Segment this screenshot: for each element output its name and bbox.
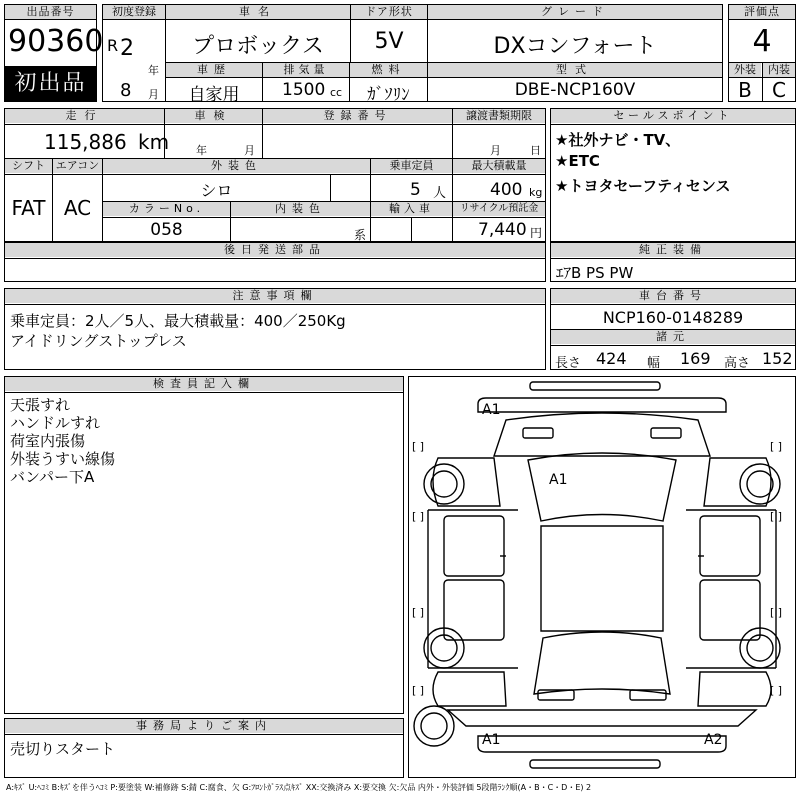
interior-score: C — [772, 78, 786, 102]
fuel: ｶﾞｿﾘﾝ — [367, 85, 410, 105]
inspection-month-unit: 月 — [244, 144, 255, 157]
notes-label: 注意事項欄 — [5, 289, 545, 303]
mileage-unit: km — [138, 130, 170, 154]
capacity-value: 5 — [410, 180, 421, 200]
chassis-number: NCP160-0148289 — [602, 308, 744, 327]
sales-point-item: ★ETC — [555, 152, 600, 170]
recycle-value: 7,440 — [478, 220, 527, 240]
width-label: 幅 — [647, 356, 661, 371]
registration-month-unit: 月 — [148, 88, 159, 101]
mark-rear-left: A1 — [482, 732, 501, 748]
fuel-label: 燃料 — [350, 63, 427, 77]
model-label: 型式 — [428, 63, 722, 77]
office-text: 売切りスタート — [10, 740, 116, 758]
color-no-label: カラーNo. — [103, 202, 230, 216]
first-listing-badge: 初出品 — [5, 66, 96, 101]
mileage-value: 115,886 — [44, 130, 127, 154]
bracket-mark: [ ] — [770, 510, 783, 523]
sales-point-item: ★トヨタセーフティセンス — [555, 177, 731, 195]
displacement-unit: cc — [330, 86, 343, 99]
office-label: 事務局よりご案内 — [5, 719, 403, 733]
color-number: 058 — [150, 220, 183, 240]
color-label: 外装色 — [103, 159, 370, 173]
bracket-mark: [ ] — [770, 440, 783, 453]
length-value: 424 — [596, 349, 627, 368]
sales-points-label: セールスポイント — [551, 109, 795, 123]
registration-year: 2 — [120, 36, 134, 61]
inspector-line: 天張すれ — [10, 396, 71, 414]
inspection-label: 車検 — [165, 109, 262, 123]
import-label: 輸入車 — [371, 202, 452, 216]
vehicle-name: プロボックス — [192, 34, 324, 59]
interior-color-unit: 系 — [354, 228, 367, 242]
bracket-mark: [ ] — [770, 684, 783, 697]
exterior-score-label: 外装 — [729, 63, 761, 77]
spec-grid — [4, 108, 546, 242]
mark-hood: A1 — [549, 472, 568, 488]
score-value: 4 — [752, 24, 772, 59]
vehicle-diagram — [408, 376, 796, 778]
capacity-unit: 人 — [433, 186, 447, 201]
exterior-score: B — [738, 78, 752, 102]
registration-label: 初度登録 — [103, 5, 165, 19]
chassis-label: 車台番号 — [551, 289, 795, 303]
lot-label: 出品番号 — [5, 5, 96, 19]
genuine-label: 純正装備 — [551, 243, 795, 257]
door-type: 5V — [374, 29, 404, 54]
recycle-unit: 円 — [530, 226, 543, 240]
inspector-label: 検査員記入欄 — [5, 377, 403, 391]
length-label: 長さ — [555, 356, 582, 371]
lot-number: 90360 — [8, 24, 104, 59]
door-label: ドア形状 — [351, 5, 427, 19]
ac-value: AC — [63, 196, 92, 220]
grade: DXコンフォート — [493, 34, 657, 59]
mileage-label: 走行 — [5, 109, 164, 123]
registration-era: R — [107, 36, 119, 55]
interior-color-label: 内装色 — [231, 202, 370, 216]
model-code: DBE-NCP160V — [514, 80, 636, 100]
bracket-mark: [ ] — [412, 440, 425, 453]
bracket-mark: [ ] — [412, 606, 425, 619]
displacement-label: 排気量 — [263, 63, 349, 77]
notes-line: 乗車定員：2人／5人、最大積載量：400／250Kg — [10, 312, 346, 330]
interior-score-label: 内装 — [763, 63, 795, 77]
dimensions-label: 諸元 — [551, 330, 795, 344]
capacity-label: 乗車定員 — [371, 159, 452, 173]
inspector-line: ハンドルすれ — [10, 414, 101, 432]
inspector-line: バンパー下A — [10, 468, 95, 486]
load-label: 最大積載量 — [453, 159, 545, 173]
mark-front-left: A1 — [482, 402, 501, 418]
history-label: 車歴 — [166, 63, 262, 77]
shift-value: FAT — [11, 196, 46, 220]
vehicle-name-label: 車名 — [166, 5, 350, 19]
legend-text: A:ｷｽﾞ U:ﾍｺﾐ B:ｷｽﾞを伴うﾍｺﾐ P:要塗装 W:補修跡 S:錆 C:腐食、欠 G:ﾌﾛﾝﾄｶﾞﾗｽ点ｷｽﾞ XX:交換済み X:要交換 欠:欠品 内外・外装評価 5段階ﾗﾝｸ順(A・B・C・D・E) 2 — [6, 783, 592, 792]
reg-number-label: 登録番号 — [263, 109, 452, 123]
load-value: 400 — [490, 180, 523, 200]
width-value: 169 — [680, 349, 711, 368]
registration-year-unit: 年 — [148, 64, 159, 77]
inspection-year-unit: 年 — [196, 144, 207, 157]
inspector-line: 外装うすい線傷 — [10, 450, 116, 468]
load-unit: kg — [529, 186, 543, 199]
inspector-line: 荷室内張傷 — [10, 432, 86, 450]
transfer-label: 譲渡書類期限 — [453, 109, 545, 123]
height-value: 152 — [762, 349, 793, 368]
bracket-mark: [ ] — [412, 684, 425, 697]
grade-label: グレード — [428, 5, 722, 19]
ac-label: エアコン — [53, 159, 102, 173]
height-label: 高さ — [724, 356, 751, 371]
transfer-day-unit: 日 — [530, 144, 541, 157]
color-value: シロ — [200, 181, 233, 200]
later-parts-label: 後日発送部品 — [5, 243, 545, 257]
score-label: 評価点 — [729, 5, 795, 19]
sales-point-item: ★社外ナビ・TV、 — [555, 131, 681, 149]
bracket-mark: [ ] — [770, 606, 783, 619]
mark-rear-right: A2 — [704, 732, 723, 748]
bracket-mark: [ ] — [412, 510, 425, 523]
displacement: 1500 — [282, 80, 326, 100]
genuine-value: ｴｱB PS PW — [556, 264, 634, 282]
shift-label: シフト — [5, 159, 52, 173]
vehicle-history: 自家用 — [188, 85, 240, 105]
recycle-label: リサイクル預託金 — [453, 202, 545, 216]
notes-line: アイドリングストップレス — [10, 332, 187, 350]
registration-month: 8 — [120, 80, 132, 101]
transfer-month-unit: 月 — [490, 144, 501, 157]
